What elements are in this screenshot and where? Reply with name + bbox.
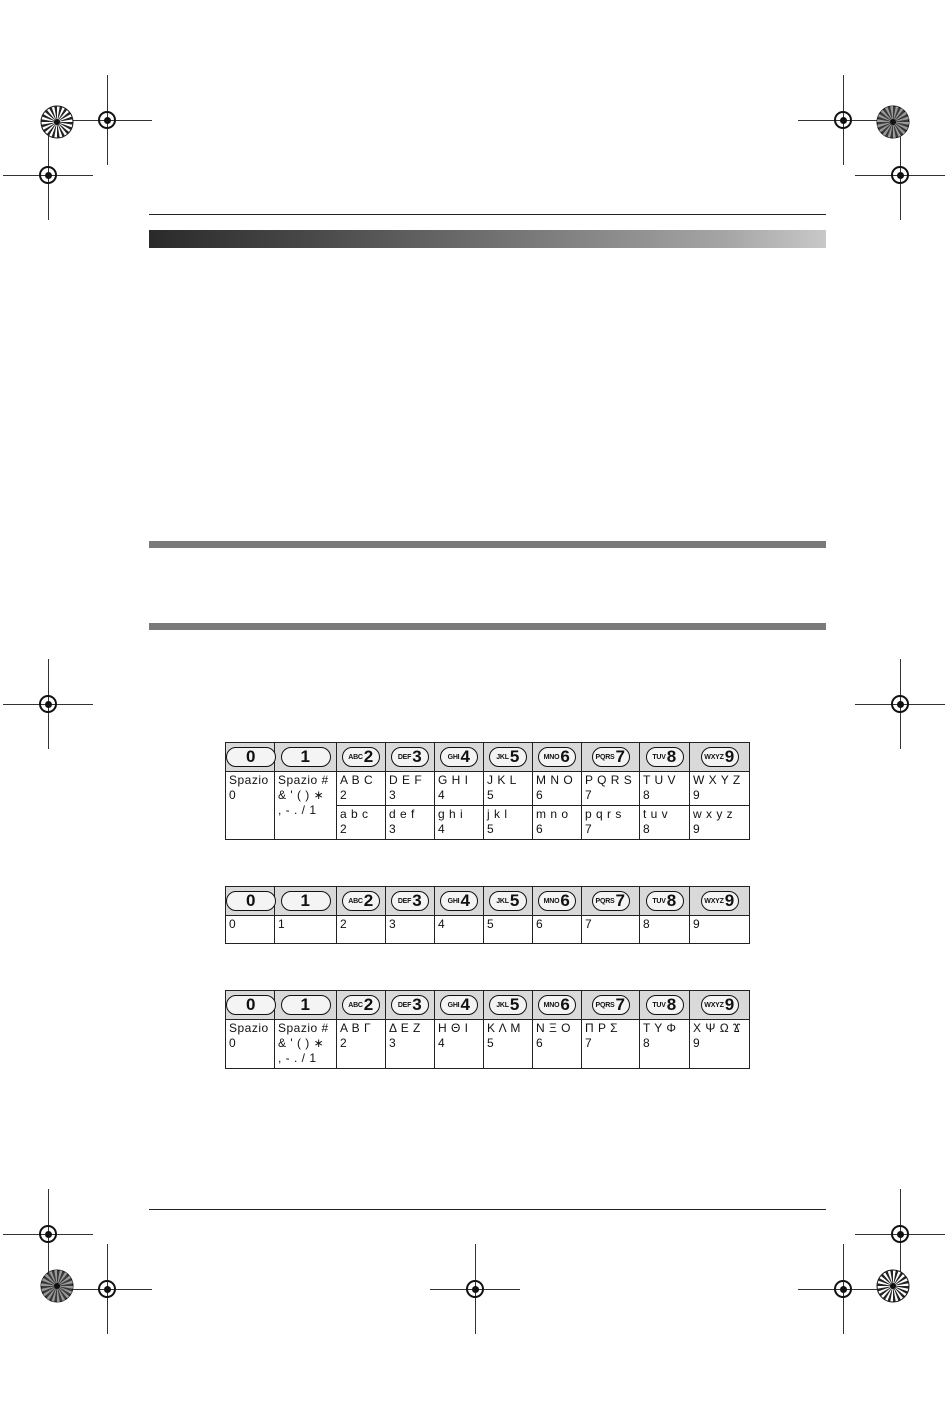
cell-line: t u v — [643, 807, 669, 821]
key-cell-8 — [640, 991, 690, 1020]
cell-line: 3 — [389, 822, 397, 836]
char-cell — [435, 772, 484, 806]
key-cell-2 — [337, 991, 386, 1020]
cell-line: Π Ρ Σ — [585, 1021, 619, 1035]
cell-line: Κ Λ Μ — [487, 1021, 521, 1035]
key-cell-9 — [690, 743, 750, 772]
char-cell — [690, 916, 750, 944]
key-letters: WXYZ — [704, 1001, 724, 1009]
key-digit: 2 — [363, 891, 374, 910]
cell-line: D E F — [389, 773, 423, 787]
cell-line: 5 — [487, 917, 495, 931]
char-cell — [226, 916, 275, 944]
key-letters: MNO — [543, 897, 560, 905]
cell-line: 4 — [438, 788, 446, 802]
key-cell-6 — [533, 887, 582, 916]
key-7-icon — [592, 995, 630, 1015]
top-rule — [149, 214, 826, 215]
key-9-icon — [701, 891, 739, 911]
key-0-icon — [226, 995, 276, 1015]
cell-line: 8 — [643, 788, 651, 802]
section-rule-1 — [149, 541, 826, 548]
key-row — [226, 743, 750, 772]
uppercase-row — [226, 772, 750, 806]
rosette-mark — [876, 105, 910, 139]
key-letters: MNO — [543, 1001, 560, 1009]
char-cell — [484, 1020, 533, 1069]
cell-line: 4 — [438, 917, 446, 931]
char-cell — [533, 772, 582, 806]
key-letters: ABC — [348, 897, 363, 905]
cell-line: j k l — [487, 807, 508, 821]
key-cell-7 — [582, 743, 640, 772]
key-9-icon — [701, 995, 739, 1015]
char-cell — [337, 1020, 386, 1069]
cell-line: Η Θ Ι — [438, 1021, 469, 1035]
cell-line: Δ Ε Ζ — [389, 1021, 421, 1035]
char-cell — [640, 916, 690, 944]
cell-line: Spazio — [229, 773, 269, 787]
cell-line: m n o — [536, 807, 569, 821]
key-letters: JKL — [496, 753, 509, 761]
section-rule-2 — [149, 623, 826, 630]
key-cell-1 — [275, 991, 337, 1020]
char-cell — [435, 916, 484, 944]
cell-line: M N O — [536, 773, 574, 787]
character-table-greek — [225, 990, 750, 1069]
greek-row — [226, 1020, 750, 1069]
cell-line: 4 — [438, 1036, 446, 1050]
key-5-icon — [489, 995, 527, 1015]
key-letters: MNO — [543, 753, 560, 761]
cell-line: 8 — [643, 822, 651, 836]
key-digit: 4 — [460, 995, 471, 1014]
key-cell-2 — [337, 887, 386, 916]
key-letters: WXYZ — [704, 753, 724, 761]
key-cell-8 — [640, 887, 690, 916]
key-cell-8 — [640, 743, 690, 772]
cell-line: w x y z — [693, 807, 734, 821]
key-digit: 9 — [724, 747, 735, 766]
key-5-icon — [489, 891, 527, 911]
key-cell-3 — [386, 887, 435, 916]
key-digit: 8 — [666, 995, 677, 1014]
cell-line: W X Y Z — [693, 773, 741, 787]
cell-line: 4 — [438, 822, 446, 836]
char-cell — [533, 1020, 582, 1069]
key-1-icon — [281, 747, 331, 767]
key-digit: 7 — [615, 995, 626, 1014]
cell-line: Ν Ξ Ο — [536, 1021, 571, 1035]
key-7-icon — [592, 747, 630, 767]
key-cell-5 — [484, 887, 533, 916]
key-digit: 3 — [412, 995, 423, 1014]
key-digit: 1 — [300, 995, 311, 1014]
key-2-icon — [342, 747, 380, 767]
key-letters: DEF — [397, 753, 412, 761]
cell-line: p q r s — [585, 807, 622, 821]
cell-line: 2 — [340, 788, 348, 802]
key-letters: TUV — [652, 1001, 666, 1009]
key-cell-0 — [226, 991, 275, 1020]
cell-line: 0 — [229, 917, 237, 931]
cell-line: 6 — [536, 917, 544, 931]
char-cell — [275, 916, 337, 944]
char-cell — [582, 1020, 640, 1069]
cell-line: G H I — [438, 773, 469, 787]
key-letters: GHI — [447, 897, 460, 905]
key-digit: 2 — [363, 747, 374, 766]
key-digit: 3 — [412, 747, 423, 766]
key-row — [226, 991, 750, 1020]
key-letters: ABC — [348, 753, 363, 761]
key-letters: PQRS — [595, 1001, 615, 1009]
key-letters: JKL — [496, 1001, 509, 1009]
key-cell-0 — [226, 887, 275, 916]
key-cell-1 — [275, 887, 337, 916]
key-letters: DEF — [397, 897, 412, 905]
cell-line: 1 — [278, 917, 286, 931]
cell-line: T U V — [643, 773, 676, 787]
key-cell-0 — [226, 743, 275, 772]
character-table-latin — [225, 742, 750, 840]
char-cell — [690, 772, 750, 806]
cell-line: 2 — [340, 822, 348, 836]
char-cell — [226, 772, 275, 840]
key-cell-9 — [690, 991, 750, 1020]
cell-line: 7 — [585, 788, 593, 802]
key-digit: 5 — [509, 995, 520, 1014]
key-6-icon — [538, 891, 576, 911]
key-letters: WXYZ — [704, 897, 724, 905]
cell-line: P Q R S — [585, 773, 633, 787]
cell-line: Α Β Γ — [340, 1021, 372, 1035]
key-letters: DEF — [397, 1001, 412, 1009]
key-6-icon — [538, 995, 576, 1015]
cell-line: J K L — [487, 773, 517, 787]
key-2-icon — [342, 995, 380, 1015]
character-table-numeric — [225, 886, 750, 944]
char-cell — [435, 806, 484, 840]
key-digit: 6 — [560, 891, 571, 910]
key-cell-7 — [582, 991, 640, 1020]
cell-line: g h i — [438, 807, 464, 821]
key-digit: 6 — [560, 995, 571, 1014]
cell-line: 3 — [389, 1036, 397, 1050]
key-2-icon — [342, 891, 380, 911]
key-digit: 0 — [246, 747, 256, 766]
key-digit: 9 — [724, 891, 735, 910]
cell-line: 5 — [487, 822, 495, 836]
cell-line: 8 — [643, 1036, 651, 1050]
cell-line: Spazio # — [278, 1021, 329, 1035]
key-letters: PQRS — [595, 897, 615, 905]
key-9-icon — [701, 747, 739, 767]
gradient-header-bar — [149, 230, 826, 248]
cell-line: A B C — [340, 773, 374, 787]
char-cell — [690, 1020, 750, 1069]
char-cell — [533, 916, 582, 944]
cell-line: 2 — [340, 1036, 348, 1050]
key-digit: 0 — [246, 891, 256, 910]
key-6-icon — [538, 747, 576, 767]
key-digit: 5 — [509, 747, 520, 766]
key-digit: 3 — [412, 891, 423, 910]
key-3-icon — [391, 747, 429, 767]
cell-line: 9 — [693, 1036, 701, 1050]
rosette-mark — [40, 1269, 74, 1303]
key-cell-6 — [533, 743, 582, 772]
char-cell — [640, 1020, 690, 1069]
cell-line: 3 — [389, 788, 397, 802]
key-cell-7 — [582, 887, 640, 916]
char-cell — [435, 1020, 484, 1069]
cell-line: 6 — [536, 788, 544, 802]
cell-line: 6 — [536, 822, 544, 836]
key-digit: 7 — [615, 891, 626, 910]
cell-line: 7 — [585, 822, 593, 836]
cell-line: Spazio — [229, 1021, 269, 1035]
key-4-icon — [440, 891, 478, 911]
char-cell — [484, 772, 533, 806]
cell-line: , - . / 1 — [278, 803, 317, 817]
char-cell — [690, 806, 750, 840]
bottom-rule — [149, 1209, 826, 1210]
key-5-icon — [489, 747, 527, 767]
cell-line: 0 — [229, 1036, 237, 1050]
key-cell-1 — [275, 743, 337, 772]
key-8-icon — [646, 995, 684, 1015]
key-letters: GHI — [447, 1001, 460, 1009]
cell-line: 2 — [340, 917, 348, 931]
char-cell — [533, 806, 582, 840]
cell-line: 8 — [643, 917, 651, 931]
cell-line: 9 — [693, 822, 701, 836]
char-cell — [484, 916, 533, 944]
key-digit: 9 — [724, 995, 735, 1014]
cell-line: Τ Υ Φ — [643, 1021, 677, 1035]
cell-line: Spazio # — [278, 773, 329, 787]
key-3-icon — [391, 891, 429, 911]
key-letters: TUV — [652, 753, 666, 761]
key-digit: 0 — [246, 995, 256, 1014]
key-cell-9 — [690, 887, 750, 916]
cell-line: , - . / 1 — [278, 1051, 317, 1065]
cell-line: & ' ( ) ∗ — [278, 788, 325, 802]
key-cell-4 — [435, 887, 484, 916]
char-cell — [275, 1020, 337, 1069]
cell-line: 9 — [693, 917, 701, 931]
key-cell-5 — [484, 991, 533, 1020]
char-cell — [582, 916, 640, 944]
key-row — [226, 887, 750, 916]
key-4-icon — [440, 995, 478, 1015]
key-7-icon — [592, 891, 630, 911]
key-digit: 1 — [300, 891, 311, 910]
key-cell-2 — [337, 743, 386, 772]
key-1-icon — [281, 891, 331, 911]
key-1-icon — [281, 995, 331, 1015]
key-0-icon — [226, 747, 276, 767]
char-cell — [337, 916, 386, 944]
key-0-icon — [226, 891, 276, 911]
cell-line: 6 — [536, 1036, 544, 1050]
cell-line: Χ Ψ Ω Ϫ — [693, 1021, 741, 1035]
cell-line: 7 — [585, 917, 593, 931]
rosette-mark — [876, 1269, 910, 1303]
cell-line: 9 — [693, 788, 701, 802]
cell-line: d e f — [389, 807, 415, 821]
char-cell — [386, 1020, 435, 1069]
key-cell-4 — [435, 743, 484, 772]
key-4-icon — [440, 747, 478, 767]
char-cell — [582, 772, 640, 806]
key-cell-3 — [386, 743, 435, 772]
key-digit: 6 — [560, 747, 571, 766]
char-cell — [386, 772, 435, 806]
key-digit: 8 — [666, 747, 677, 766]
char-cell — [640, 772, 690, 806]
key-digit: 5 — [509, 891, 520, 910]
key-letters: GHI — [447, 753, 460, 761]
char-cell — [484, 806, 533, 840]
rosette-mark — [40, 105, 74, 139]
key-digit: 4 — [460, 747, 471, 766]
key-3-icon — [391, 995, 429, 1015]
value-row — [226, 916, 750, 944]
key-cell-5 — [484, 743, 533, 772]
char-cell — [386, 806, 435, 840]
key-8-icon — [646, 891, 684, 911]
key-letters: ABC — [348, 1001, 363, 1009]
key-letters: TUV — [652, 897, 666, 905]
cell-line: 0 — [229, 788, 237, 802]
cell-line: 3 — [389, 917, 397, 931]
char-cell — [386, 916, 435, 944]
key-digit: 8 — [666, 891, 677, 910]
key-cell-6 — [533, 991, 582, 1020]
char-cell — [275, 772, 337, 840]
cell-line: 5 — [487, 788, 495, 802]
char-cell — [582, 806, 640, 840]
key-cell-4 — [435, 991, 484, 1020]
key-digit: 4 — [460, 891, 471, 910]
key-digit: 7 — [615, 747, 626, 766]
key-digit: 2 — [363, 995, 374, 1014]
char-cell — [226, 1020, 275, 1069]
cell-line: & ' ( ) ∗ — [278, 1036, 325, 1050]
key-cell-3 — [386, 991, 435, 1020]
cell-line: 7 — [585, 1036, 593, 1050]
cell-line: 5 — [487, 1036, 495, 1050]
char-cell — [640, 806, 690, 840]
key-letters: PQRS — [595, 753, 615, 761]
key-digit: 1 — [300, 747, 311, 766]
char-cell — [337, 806, 386, 840]
key-letters: JKL — [496, 897, 509, 905]
cell-line: a b c — [340, 807, 369, 821]
char-cell — [337, 772, 386, 806]
key-8-icon — [646, 747, 684, 767]
